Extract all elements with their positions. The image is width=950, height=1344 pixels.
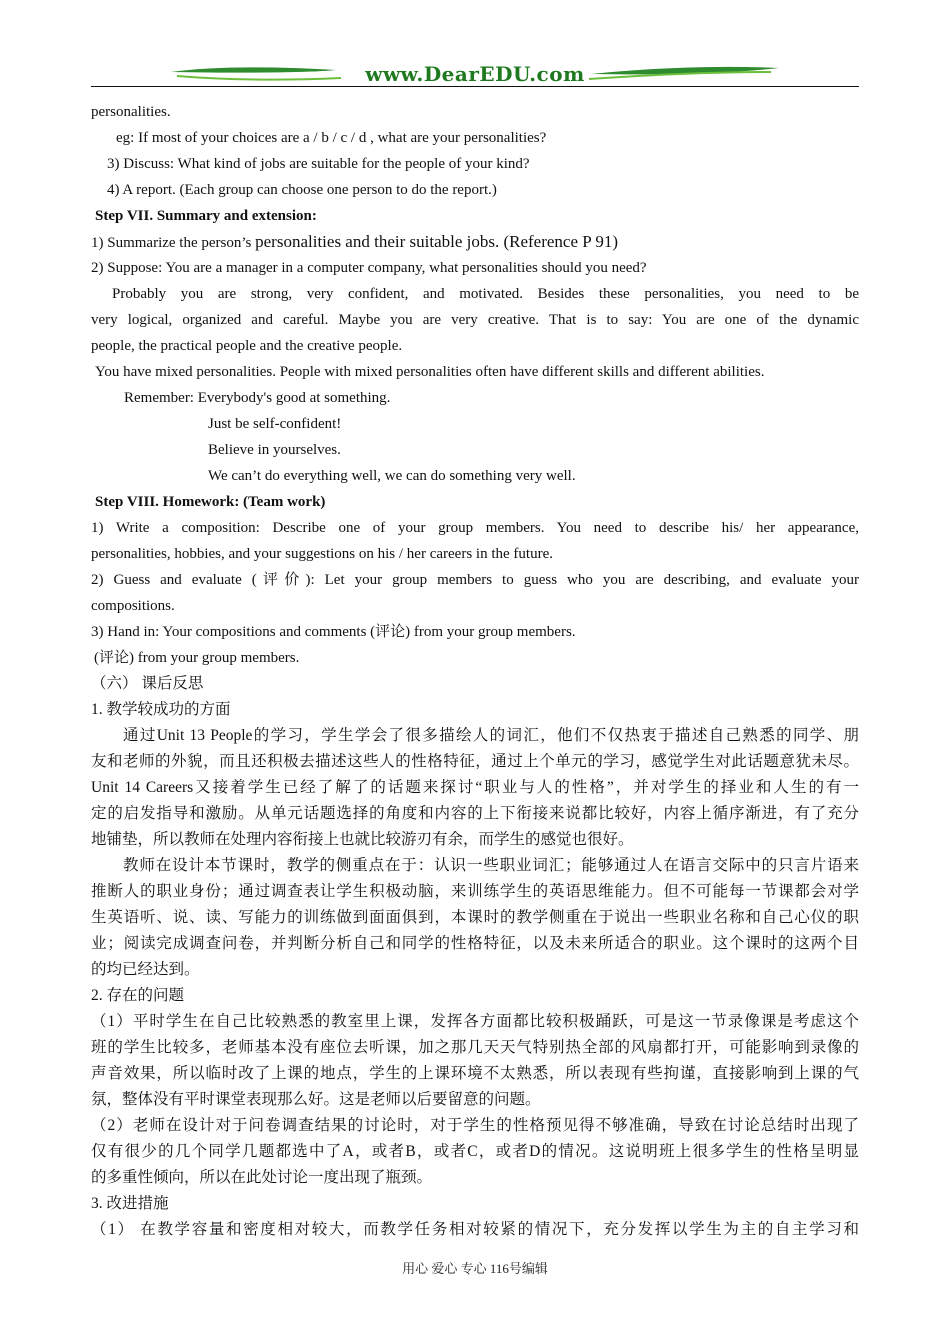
text-line: 4) A report. (Each group can choose one person to do the report.) (107, 182, 497, 198)
text-line: Probably you are strong, very confident, and motivated. Besides these personalities, you need to be (112, 286, 859, 302)
text-line: Remember: Everybody's good at something. (124, 390, 391, 406)
page-footer: 用心 爱心 专心 116号编辑 (402, 1261, 548, 1276)
section-heading: 2. 存在的问题 (91, 987, 185, 1004)
text-line: 友和老师的外貌，而且还积极去描述这些人的性格特征，通过上个单元的学习，感觉学生对此话题意犹未尽。 (91, 753, 859, 770)
text-line: （1） 在教学容量和密度相对较大，而教学任务相对较紧的情况下，充分发挥以学生为主的自主学习和 (91, 1221, 859, 1238)
text-line: 的多重性倾向，所以在此处讨论一度出现了瓶颈。 (91, 1169, 433, 1186)
header-divider (91, 86, 859, 87)
text-line: eg: If most of your choices are a / b / c / d , what are your personalities? (116, 130, 547, 146)
site-logo[interactable]: www.DearEDU.com (365, 62, 585, 86)
text-line: personalities, hobbies, and your suggestions on his / her careers in the future. (91, 546, 553, 562)
text-line: personalities. (91, 104, 171, 120)
text-line: compositions. (91, 598, 175, 614)
text-line: You have mixed personalities. People with mixed personalities often have different skills and different abilities. (95, 364, 765, 380)
section-heading: 1. 教学较成功的方面 (91, 701, 231, 718)
text-line: Unit 14 Careers又接着学生已经了解了的话题来探讨“职业与人的性格”，并对学生的择业和人生的有一 (91, 779, 859, 796)
text-line: people, the practical people and the creative people. (91, 338, 403, 354)
section-heading: （六） 课后反思 (91, 675, 204, 692)
text-line: （1）平时学生在自己比较熟悉的教室里上课，发挥各方面都比较积极踊跃，可是这一节录像课是考虑这个 (91, 1013, 859, 1030)
text-line: （2）老师在设计对于问卷调查结果的讨论时，对于学生的性格预见得不够准确，导致在讨论总结时出现了 (91, 1117, 859, 1134)
text-line: 通过Unit 13 People的学习，学生学会了很多描绘人的词汇，他们不仅热衷于描述自己熟悉的同学、朋 (123, 727, 859, 744)
text-line: 3) Discuss: What kind of jobs are suitable for the people of your kind? (107, 156, 530, 172)
text-line: 教师在设计本节课时，教学的侧重点在于：认识一些职业词汇；能够通过人在语言交际中的只言片语来 (123, 857, 859, 874)
text-line: 氛，整体没有平时课堂表现那么好。这是老师以后要留意的问题。 (91, 1091, 541, 1108)
text-line: 推断人的职业身份；通过调查表让学生积极动脑，来训练学生的英语思维能力。但不可能每一节课都会对学 (91, 883, 859, 900)
section-heading: Step VII. Summary and extension: (95, 208, 317, 224)
text-line: very logical, organized and careful. Maybe you are very creative. That is to say: You are one of the dynamic (91, 312, 859, 328)
text-line: 仅有很少的几个同学几题都选中了A，或者B，或者C，或者D的情况。这说明班上很多学生的性格呈明显 (91, 1143, 859, 1160)
text-line: 3) Hand in: Your compositions and comments (评论) from your group members. (91, 624, 576, 640)
text-line: 生英语听、说、读、写能力的训练做到面面俱到，本课时的教学侧重在于说出一些职业名称和自己心仪的职 (91, 909, 859, 926)
text-line: 地铺垫，所以教师在处理内容衔接上也就比较游刃有余，而学生的感觉也很好。 (91, 831, 634, 848)
text-line: 定的启发指导和激励。从单元话题选择的角度和内容的上下衔接来说都比较好，内容上循序渐进，有了充分 (91, 805, 859, 822)
section-heading: Step VIII. Homework: (Team work) (95, 494, 326, 510)
text-line: 1) Summarize the person’s personalities and their suitable jobs. (Reference P 91) (91, 232, 619, 251)
text-line: 2) Suppose: You are a manager in a computer company, what personalities should you need? (91, 260, 647, 276)
text-line: 的均已经达到。 (91, 961, 200, 978)
text-line: 业；阅读完成调查问卷，并判断分析自己和同学的性格特征，以及未来所适合的职业。这个课时的这两个目 (91, 935, 859, 952)
text-line: 声音效果，所以临时改了上课的地点，学生的上课环境不太熟悉，所以表现有些拘谨，直接影响到上课的气 (91, 1065, 859, 1082)
text-line: 2) Guess and evaluate (评价): Let your group members to guess who you are describing, and evaluate your (91, 572, 859, 588)
text-line: We can’t do everything well, we can do something very well. (208, 468, 576, 484)
text-line: Believe in yourselves. (208, 442, 341, 458)
text-line: Just be self-confident! (208, 416, 342, 432)
section-heading: 3. 改进措施 (91, 1195, 169, 1212)
text-line: 班的学生比较多，老师基本没有座位去听课，加之那几天天气特别热全部的风扇都打开，可能影响到录像的 (91, 1039, 859, 1056)
text-line: (评论) from your group members. (94, 650, 300, 666)
text-line: 1) Write a composition: Describe one of your group members. You need to describe his/ her appearance, (91, 520, 859, 536)
